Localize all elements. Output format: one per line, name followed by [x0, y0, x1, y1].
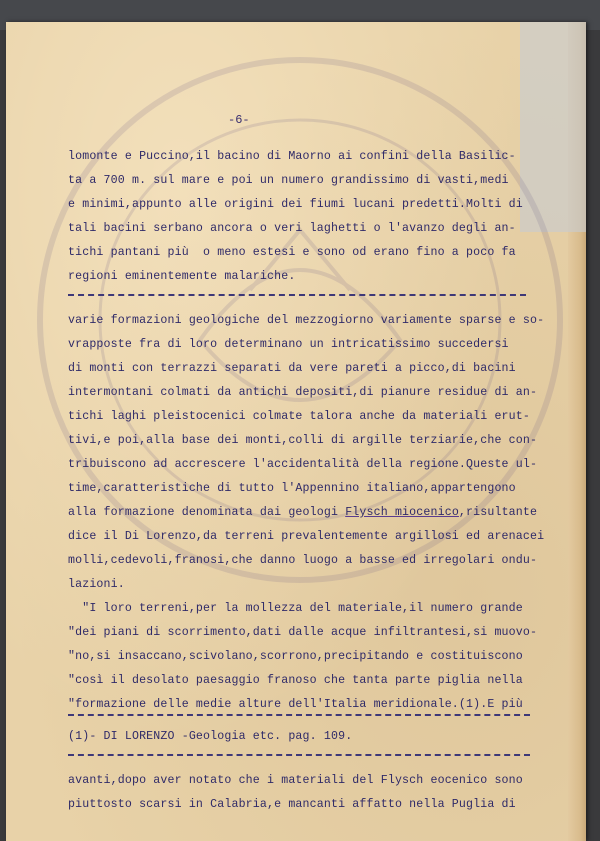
text-line: regioni eminentemente malariche.	[68, 270, 296, 283]
text-line: tichi pantani più o meno estesi e sono od erano fino a poco fa	[68, 246, 516, 259]
quote-line: "dei piani di scorrimento,dati dalle acque infiltrantesi,si muovo-	[68, 626, 538, 639]
text-line: vrapposte fra di loro determinano un intricatissimo succedersi	[68, 338, 509, 351]
page-number: -6-	[228, 113, 250, 127]
quote-line: "I loro terreni,per la mollezza del materiale,il numero grande	[68, 602, 523, 615]
text-line: di monti con terrazzi separati da vere pareti a picco,di bacini	[68, 362, 516, 375]
text-line: tivi,e poi,alla base dei monti,colli di argille terziarie,che con-	[68, 434, 538, 447]
text-line: tribuiscono ad accrescere l'accidentalità della regione.Queste ul-	[68, 458, 538, 471]
footnote-divider-bottom	[68, 754, 530, 756]
text-line: lazioni.	[68, 578, 125, 591]
text-line: molli,cedevoli,franosi,che danno luogo a basse ed irregolari ondu-	[68, 554, 538, 567]
text-line: ta a 700 m. sul mare e poi un numero grandissimo di vasti,medi	[68, 174, 509, 187]
text-line: lomonte e Puccino,il bacino di Maorno ai confini della Basilic-	[68, 150, 516, 163]
quote-line: "formazione delle medie alture dell'Italia meridionale.(1).E più	[68, 698, 523, 711]
text-line: varie formazioni geologiche del mezzogiorno variamente sparse e so-	[68, 314, 545, 327]
footnote-divider-top	[68, 714, 530, 716]
text-line: time,caratteristiche di tutto l'Appennino italiano,appartengono	[68, 482, 516, 495]
underlined-term: Flysch miocenico	[345, 506, 459, 519]
section-divider	[68, 294, 526, 296]
text-segment: ,risultante	[458, 506, 538, 519]
text-line: e minimi,appunto alle origini dei fiumi lucani predetti.Molti di	[68, 198, 523, 211]
paper-tab	[520, 22, 586, 232]
quote-line: "no,si insaccano,scivolano,scorrono,precipitando e costituiscono	[68, 650, 523, 663]
text-line: intermontani colmati da antichi depositi,di pianure residue di an-	[68, 386, 538, 399]
footnote: (1)- DI LORENZO -Geologia etc. pag. 109.	[68, 730, 353, 743]
text-line: tichi laghi pleistocenici colmate talora anche da materiali erut-	[68, 410, 530, 423]
text-line: avanti,dopo aver notato che i materiali del Flysch eocenico sono	[68, 774, 523, 787]
text-line: tali bacini serbano ancora o veri laghetti o l'avanzo degli an-	[68, 222, 516, 235]
text-line-flysch	[68, 506, 537, 519]
text-line: dice il Di Lorenzo,da terreni prevalentemente argillosi ed arenacei	[68, 530, 545, 543]
quote-line: "così il desolato paesaggio franoso che tanta parte piglia nella	[68, 674, 523, 687]
text-line: piuttosto scarsi in Calabria,e mancanti affatto nella Puglia di	[68, 798, 516, 811]
document-page	[6, 22, 586, 841]
text-segment: alla formazione denominata dai geologi	[68, 506, 346, 519]
